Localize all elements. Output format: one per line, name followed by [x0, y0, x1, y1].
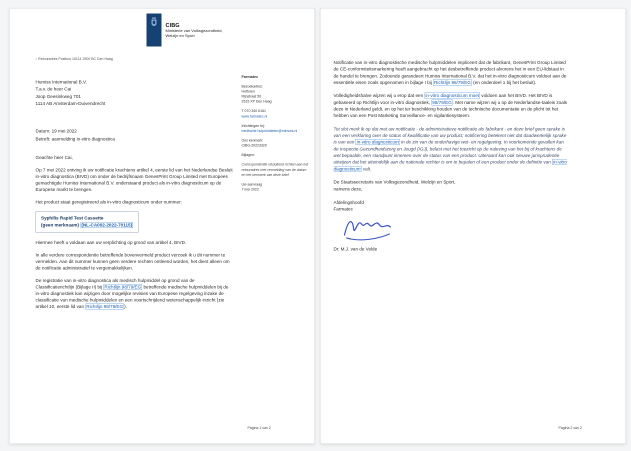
paraC-text: Tot slot merk ik op dat met uw notificatie - de administratieve notificatie als fabrikant - en deze brief geen sprake is van een verklaring over de status of kwalificatie van uw product; notificering betekent niet dat daadwerkelijk sprake is van een — [333, 126, 567, 145]
recipient-line: Joop Geesinkweg 701 — [35, 93, 81, 99]
para5-text: ). — [124, 304, 127, 310]
return-address-text: Retouradres Postbus 16114 2500 BC Den Haag — [38, 57, 113, 61]
request-date: 7 mei 2022 — [241, 187, 259, 192]
request-label: Uw aanvraag — [241, 182, 263, 187]
visit-address-line: 2515 XP Den Haag — [241, 100, 272, 104]
link-richtlijn-9879eg[interactable]: Richtlijn 98/79/EG — [86, 304, 124, 310]
page-1 — [9, 8, 315, 444]
paraB-text: voldoen aan het BIVD. Het BIVD is gebaseerd op Richtlijn voor in-vitro diagnostiek, — [333, 93, 553, 105]
para-registration-classification — [36, 278, 235, 311]
product-registration-box — [36, 212, 139, 233]
product-number-line — [41, 222, 133, 229]
para-status-disclaimer — [334, 126, 569, 173]
para-ce-marking — [334, 60, 569, 87]
logo-ministry-line1: Ministerie van Volksgezondheid, — [165, 28, 223, 33]
letter-sidebar — [242, 75, 310, 198]
paraA-text: Notificatie van in-vitro diagnostische medische hulpmiddelen impliceert dat de fabrikant, GenesPrint Group Limited de CE-conformiteitsmarkering heeft aangebracht op het desbetreffende product alvorens het in een EU-lidstaat in de handel te brengen. Zodoende garandeert Humiss International B.V. dat het in-vitro diagnosticum voldoet aan de essentiële eisen zoals opgenomen in bijlage I bij — [333, 60, 567, 86]
paraA-text: (en onderdeel 1 bij het besluit). — [471, 80, 537, 86]
logo-org-name: CIBG — [165, 22, 180, 29]
visit-address-group — [242, 84, 310, 104]
contact-group — [242, 109, 310, 119]
email-link[interactable]: medische.hulpmiddelen@minvws.nl — [241, 129, 298, 133]
para-registered-under-number: Het product staat geregistreerd als in-vitro diagnosticum onder nummer: — [35, 199, 182, 205]
link-ivd[interactable]: in-vitro diagnosticum — [333, 159, 567, 172]
reference-value: CIBG-20223320 — [241, 144, 267, 148]
para-bivd-requirements — [334, 93, 569, 120]
inquiries-label: Inlichtingen bij: — [241, 124, 265, 128]
signer-role-block — [334, 199, 569, 212]
paraC-text: valt. — [361, 166, 372, 172]
recipient-line: Humiss International B.V. — [35, 79, 87, 85]
recipient-line: 1114 AB Amsterdam-Duivendrecht — [35, 100, 106, 106]
sidebar-heading: Farmatec — [241, 74, 259, 79]
attachments-group — [242, 153, 310, 158]
letter-date: Datum: 19 mei 2022 — [35, 128, 77, 134]
link-9879eg[interactable]: 98/79/EG — [432, 99, 452, 105]
government-logo — [147, 14, 223, 47]
product-brand-note: (geen merknaam) — [41, 222, 80, 228]
para5-text: betreffende medische hulpmiddelen bij de in-vitro diagnostiek kan wijzigen door mogelijke revisies van Europese regelgeving inzake de classificatie van medische hulpmiddelen en een voortschrijdend wetenschappelijk inzicht (zie artikel 10, eerste lid van — [35, 284, 229, 310]
link-ivd[interactable]: in-vitro diagnosticum — [356, 139, 399, 145]
para5-text: De registratie van in-vitro diagnostica als medisch hulpmiddel op grond van de Classificatierichtlijn (Bijlage II) bij — [35, 278, 195, 290]
phone-number: T 070 340 6161 — [241, 109, 266, 114]
correspondence-note: Correspondentie uitsluitend richten aan het retouradres met vermelding van de datum en het kenmerk van deze brief. — [241, 163, 309, 177]
recipient-address-block — [36, 79, 106, 108]
logo-ribbon — [147, 14, 162, 47]
product-name: Syphilis Rapid Test Cassette — [41, 215, 104, 221]
signer-role2: Farmatec — [333, 206, 353, 212]
return-address-marker: › — [35, 57, 37, 61]
para-correspondence-number: In alle verdere correspondentie betreffende bovenvermeld product verzoek ik u dit nummer te vermelden. Aan dit nummer kunnen geen verdere rechten ontleend worden, het dient alleen om de notificatie administratief te vergemakkelijken. — [35, 252, 230, 271]
signature-area — [341, 214, 569, 245]
reference-group — [242, 139, 310, 149]
return-address — [36, 58, 113, 62]
attachments-label: Bijlagen: — [241, 153, 255, 158]
inquiries-group — [242, 124, 310, 134]
signer-name: Dr. M.J. van de Velde — [333, 246, 378, 252]
logo-text — [166, 14, 223, 47]
para-notification-received: Op 7 mei 2022 ontving ik uw notificatie krachtens artikel 4, eerste lid van het Nederlandse Besluit in-vitro diagnostica (BIVD) om onder de bedrijfsnaam GenesPrint Group Limited met Europees gemachtigde Humiss International B.V. onderstaand product als in-vitro diagnosticum op de Europese markt te brengen. — [35, 167, 233, 193]
coat-of-arms-icon — [150, 17, 159, 29]
closing-line2: namens deze, — [333, 186, 363, 192]
paraC-text: in de zin van de onderhavige wet- en regelgeving. In voorkomende gevallen kan de Inspectie Gezondheidszorg en Jeugd (IGJ), belast met het toezicht op de naleving van het bij of krachtens de wet bepaalde, een standpunt innemen over de status van een product. Uiteraard kan ook nieuwe jurisprudentie uitwijzen dat het uiteindelijk aan de nationale rechter is om te bepalen of een product onder de definitie van — [333, 139, 564, 165]
recipient-line: T.a.v. de heer Cai — [35, 86, 72, 92]
page-2 — [320, 8, 626, 444]
page-number-1: Pagina 1 van 2 — [247, 426, 271, 430]
visit-address-line: Hoftoren — [241, 90, 255, 94]
closing-line1: De Staatssecretaris van Volksgezondheid, Welzijn en Sport, — [333, 179, 456, 185]
logo-ministry-line2: Welzijn en Sport — [165, 33, 195, 39]
letter-meta — [36, 128, 115, 144]
website-link[interactable]: www.farmatec.nl — [241, 114, 268, 119]
closing-block — [334, 179, 569, 192]
page-number-2: Pagina 2 van 2 — [558, 426, 582, 430]
para-obligation-met: Hiermee heeft u voldaan aan uw verplichting op grond van artikel 4, BIVD. — [35, 239, 187, 245]
letter-body-page2 — [334, 60, 569, 253]
link-richtlijn-9879eg[interactable]: Richtlijn 98/79/EG — [104, 284, 142, 290]
salutation: Geachte heer Cai, — [35, 155, 73, 160]
letter-body-page1 — [36, 155, 235, 317]
request-group — [242, 182, 310, 192]
handwritten-signature — [341, 214, 396, 243]
reference-label: Ons kenmerk: — [241, 139, 264, 143]
signer-role1: Afdelingshoofd — [333, 199, 364, 205]
paraB-text: Volledigheidshalve wijzen wij u erop dat een — [333, 93, 425, 99]
visit-address-line: Rijnstraat 50 — [241, 95, 262, 99]
letter-subject: Betreft: aanmelding in-vitro diagnostica — [35, 136, 115, 142]
visit-address-label: Bezoekadres: — [241, 84, 263, 89]
link-richtlijn-9879eg[interactable]: Richtlijn 98/79/EG — [434, 80, 471, 86]
link-ivd-moet[interactable]: in-vitro diagnosticum moet — [425, 93, 480, 99]
paraB-text: . Met name wijzen wij u op de Nederlandse-taaleis zoals deze in Nederland geldt, en op het ter beschikking houden van de technische documentatie en de plicht tot het hebben van een Post Marketing Surveillance- en vigilantiesysteem. — [333, 99, 568, 119]
product-registration-number-link[interactable]: (NL-CA002-2022-70115) — [81, 222, 133, 228]
